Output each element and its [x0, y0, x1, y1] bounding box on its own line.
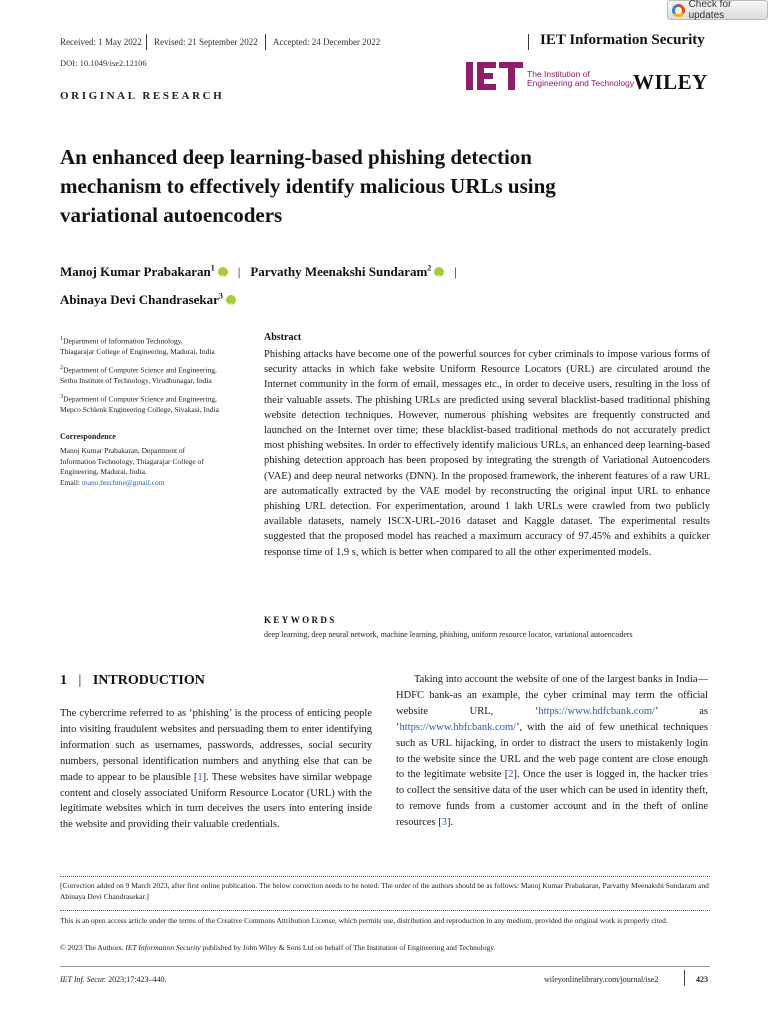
correction-note: [Correction added on 9 March 2023, after first online publication. The below correction needs to be noted: The order of the authors should be as follows: Manoj Kumar Prabakaran, Parvathy Meenakshi Sundaram and Abinaya Devi Chandrasekar.]	[60, 881, 709, 901]
revised-date: Revised: 21 September 2022	[154, 37, 258, 47]
keywords-heading: KEYWORDS	[264, 615, 337, 625]
article-title: An enhanced deep learning-based phishing detection mechanism to effectively identify malicious URLs using variational autoencoders	[60, 145, 556, 227]
url-link[interactable]: https://www.hdfcbank.com/	[538, 705, 655, 717]
correspondence-details: Manoj Kumar Prabakaran, Department of Information Technology, Thiagarajar College of Engineering, Madurai, India. Email: mano.btechme@gmail.com	[60, 446, 204, 487]
author-name[interactable]: Parvathy Meenakshi Sundaram$^2$	[250, 264, 432, 280]
author-name[interactable]: Abinaya Devi Chandrasekar$^3$	[60, 291, 223, 307]
header-separator	[146, 34, 147, 50]
iet-logo	[466, 60, 524, 92]
citation-link[interactable]: 2	[508, 769, 514, 781]
section-tag: ORIGINAL RESEARCH	[60, 90, 225, 102]
header-separator	[528, 34, 529, 50]
divider	[60, 876, 710, 877]
citation-link[interactable]: 1	[197, 771, 203, 783]
email-link[interactable]: mano.btechme@gmail.com	[81, 477, 165, 487]
wiley-logo: WILEY	[633, 70, 708, 94]
iet-institution-name: The Institution of Engineering and Technology	[527, 69, 635, 88]
affiliation: $^2$Department of Computer Science and Engineering, Sethu Institute of Technology, Virudhunagar, India	[60, 364, 217, 385]
orcid-icon[interactable]	[218, 267, 228, 277]
abstract-text: Phishing attacks have become one of the powerful sources for cyber criminals to impose various forms of security attacks in which fake website Uniform Resource Locators (URL) are circulated around the Internet community in the form of email, messages etc., in order to deceive users, resulting in the loss of their valuable assets. The phishing URLs are predicted using several blacklist-based traditional phishing website detection techniques. However, numerous phishing websites are frequently constructed and launched on the Internet over time; these blacklist-based traditional methods do not accurately predict most phishing websites. In order to effectively identify malicious URLs, an enhanced deep learning-based phishing detection approach has been proposed by integrating the strength of Variational Autoencoders (VAE) and deep neural networks (DNN). In the proposed framework, the inherent features of a raw URL are automatically extracted by the VAE model by reconstructing the original input URL to enhance phishing URL detection. For experimentation, around 1 lakh URLs were crawled from two publicly available datasets, namely ISCX-URL-2016 dataset and Kaggle dataset. The experimental results suggested that the proposed model has reached a maximum accuracy of 97.45% and exhibits a quicker response time of 1.9 s, which is better when compared to all the other experimented models.	[264, 349, 710, 558]
correspondence-heading: Correspondence	[60, 432, 116, 441]
intro-column-left: The cybercrime referred to as ‘phishing’ is the process of enticing people into visiting fraudulent websites and persuading them to enter identifying information such as usernames, passwords, addresses, social security numbers, personal identification numbers and anything else that can be made to appear to be plausible [1]. These websites have similar webpage content and closely associated Uniform Resource Locator (URL) with the legitimate websites which in turn deceives the users into entering inside the website and providing their valuable credentials.	[60, 708, 372, 831]
divider	[60, 910, 710, 911]
doi: DOI: 10.1049/ise2.12106	[60, 58, 147, 68]
received-date: Received: 1 May 2022	[60, 37, 142, 47]
abstract-heading: Abstract	[264, 332, 302, 343]
orcid-icon[interactable]	[434, 267, 444, 277]
page-number: 423	[696, 975, 708, 984]
section-heading-introduction: 1 | INTRODUCTION	[60, 673, 205, 688]
accepted-date: Accepted: 24 December 2022	[273, 37, 381, 47]
url-link[interactable]: https://www.hbfcbank.com/	[399, 721, 517, 733]
affiliation: $^3$Department of Computer Science and Engineering, Mepco Schlenk Engineering College, Sivakasi, India	[60, 393, 219, 414]
citation-info: IET Inf. Secur. 2023;17:423–440.	[60, 975, 167, 984]
author-name[interactable]: Manoj Kumar Prabakaran$^1$	[60, 264, 215, 280]
journal-name: IET Information Security	[540, 32, 705, 48]
license-note: This is an open access article under the terms of the Creative Commons Attribution License, which permits use, distribution and reproduction in any medium, provided the original work is properly cited.	[60, 916, 668, 925]
footer-separator	[684, 970, 685, 986]
check-for-updates-label: Check for updates	[688, 0, 732, 21]
intro-column-right: Taking into account the website of one of the largest banks in India—HDFC bank-as an example, the cyber criminal may term the official website URL, ‘https://www.hdfcbank.com/’ as ‘https://www.hbfcbank.com/’, with the aid of few unethical techniques such as URL hijacking, in order to distract the users to mistakenly login to the website since the URL and the web page content are close enough to the legitimate website [2]. Once the user is logged in, the hacker tries to collect the sensitive data of the user which can be used in identity theft, to remove funds from a customer account and in the theft of online resources [3].	[396, 674, 708, 829]
keywords-text: deep learning, deep neural network, machine learning, phishing, uniform resource locator, variational autoencoders	[264, 630, 633, 639]
affiliation: $^1$Department of Information Technology, Thiagarajar College of Engineering, Madurai, India	[60, 335, 215, 356]
check-for-updates-button[interactable]	[667, 0, 768, 20]
copyright-note: © 2023 The Authors. IET Information Security published by John Wiley & Sons Ltd on behalf of The Institution of Engineering and Technology.	[60, 943, 496, 952]
author-list: Manoj Kumar Prabakaran$^1$iD | Parvathy Meenakshi Sundaram$^2$iD | Abinaya Devi Chandrasekar$^3$iD	[60, 257, 660, 312]
orcid-icon[interactable]	[226, 295, 236, 305]
header-separator	[265, 34, 266, 50]
footer-divider	[60, 966, 710, 967]
journal-url[interactable]: wileyonlinelibrary.com/journal/ise2	[544, 975, 659, 984]
update-icon	[672, 4, 685, 17]
citation-link[interactable]: 3	[441, 817, 448, 829]
